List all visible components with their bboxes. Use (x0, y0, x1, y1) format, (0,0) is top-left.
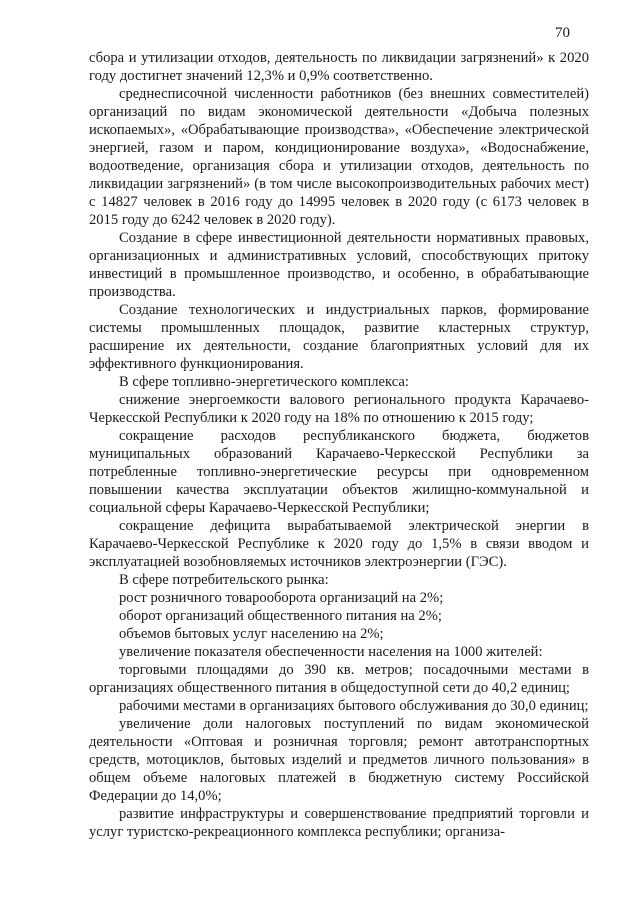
paragraph: Создание технологических и индустриальных парков, формирование системы промышленных площадок, развитие кластерных структур, расширение их деятельности, создание благоприятных условий для их эффективного функционирования. (89, 302, 589, 372)
paragraph: снижение энергоемкости валового регионального продукта Карачаево-Черкесской Республики к 2020 году на 18% по отношению к 2015 году; (89, 392, 589, 426)
paragraph: торговыми площадями до 390 кв. метров; посадочными местами в организациях общественного питания в общедоступной сети до 40,2 единиц; (89, 662, 589, 696)
paragraph: В сфере топливно-энергетического комплекса: (119, 374, 409, 390)
paragraph: Создание в сфере инвестиционной деятельности нормативных правовых, организационных и административных условий, способствующих притоку инвестиций в промышленное производство, и особенно, в обрабатывающие производства. (89, 230, 589, 300)
paragraph: сокращение расходов республиканского бюджета, бюджетов муниципальных образований Карачаево-Черкесской Республики за потребленные топливно-энергетические ресурсы при одновременном повышении качества эксплуатации объектов жилищно-коммунальной и социальной сферы Карачаево-Черкесской Республики; (89, 428, 589, 516)
paragraph: объемов бытовых услуг населению на 2%; (119, 626, 384, 642)
document-body (89, 49, 589, 841)
paragraph: сбора и утилизации отходов, деятельность по ликвидации загрязнений» к 2020 году достигнет значений 12,3% и 0,9% соответственно. (89, 50, 589, 84)
paragraph: развитие инфраструктуры и совершенствование предприятий торговли и услуг туристско-рекреационного комплекса республики; организа- (89, 806, 589, 840)
paragraph: В сфере потребительского рынка: (119, 572, 329, 588)
page-number: 70 (555, 25, 570, 41)
paragraph: увеличение доли налоговых поступлений по видам экономической деятельности «Оптовая и розничная торговля; ремонт автотранспортных средств, мотоциклов, бытовых изделий и предметов личного пользования» в общем объеме налоговых платежей в бюджетную систему Российской Федерации до 14,0%; (89, 716, 589, 804)
paragraph: рабочими местами в организациях бытового обслуживания до 30,0 единиц; (119, 698, 589, 714)
paragraph: среднесписочной численности работников (без внешних совместителей) организаций по видам экономической деятельности «Добыча полезных ископаемых», «Обрабатывающие производства», «Обеспечение электрической энергией, газом и паром, кондиционирование воздуха», «Водоснабжение, водоотведение, организация сбора и утилизации отходов, деятельность по ликвидации загрязнений» (в том числе высокопроизводительных рабочих мест) с 14827 человек в 2016 году до 14995 человек в 2020 году (с 6173 человек в 2015 году до 6242 человек в 2020 году). (89, 86, 589, 228)
paragraph: рост розничного товарооборота организаций на 2%; (119, 590, 444, 606)
paragraph: оборот организаций общественного питания на 2%; (119, 608, 442, 624)
paragraph: увеличение показателя обеспеченности населения на 1000 жителей: (119, 644, 543, 660)
paragraph: сокращение дефицита вырабатываемой электрической энергии в Карачаево-Черкесской Республике к 2020 году до 1,5% в связи вводом и эксплуатацией возобновляемых источников электроэнергии (ГЭС). (89, 518, 589, 570)
